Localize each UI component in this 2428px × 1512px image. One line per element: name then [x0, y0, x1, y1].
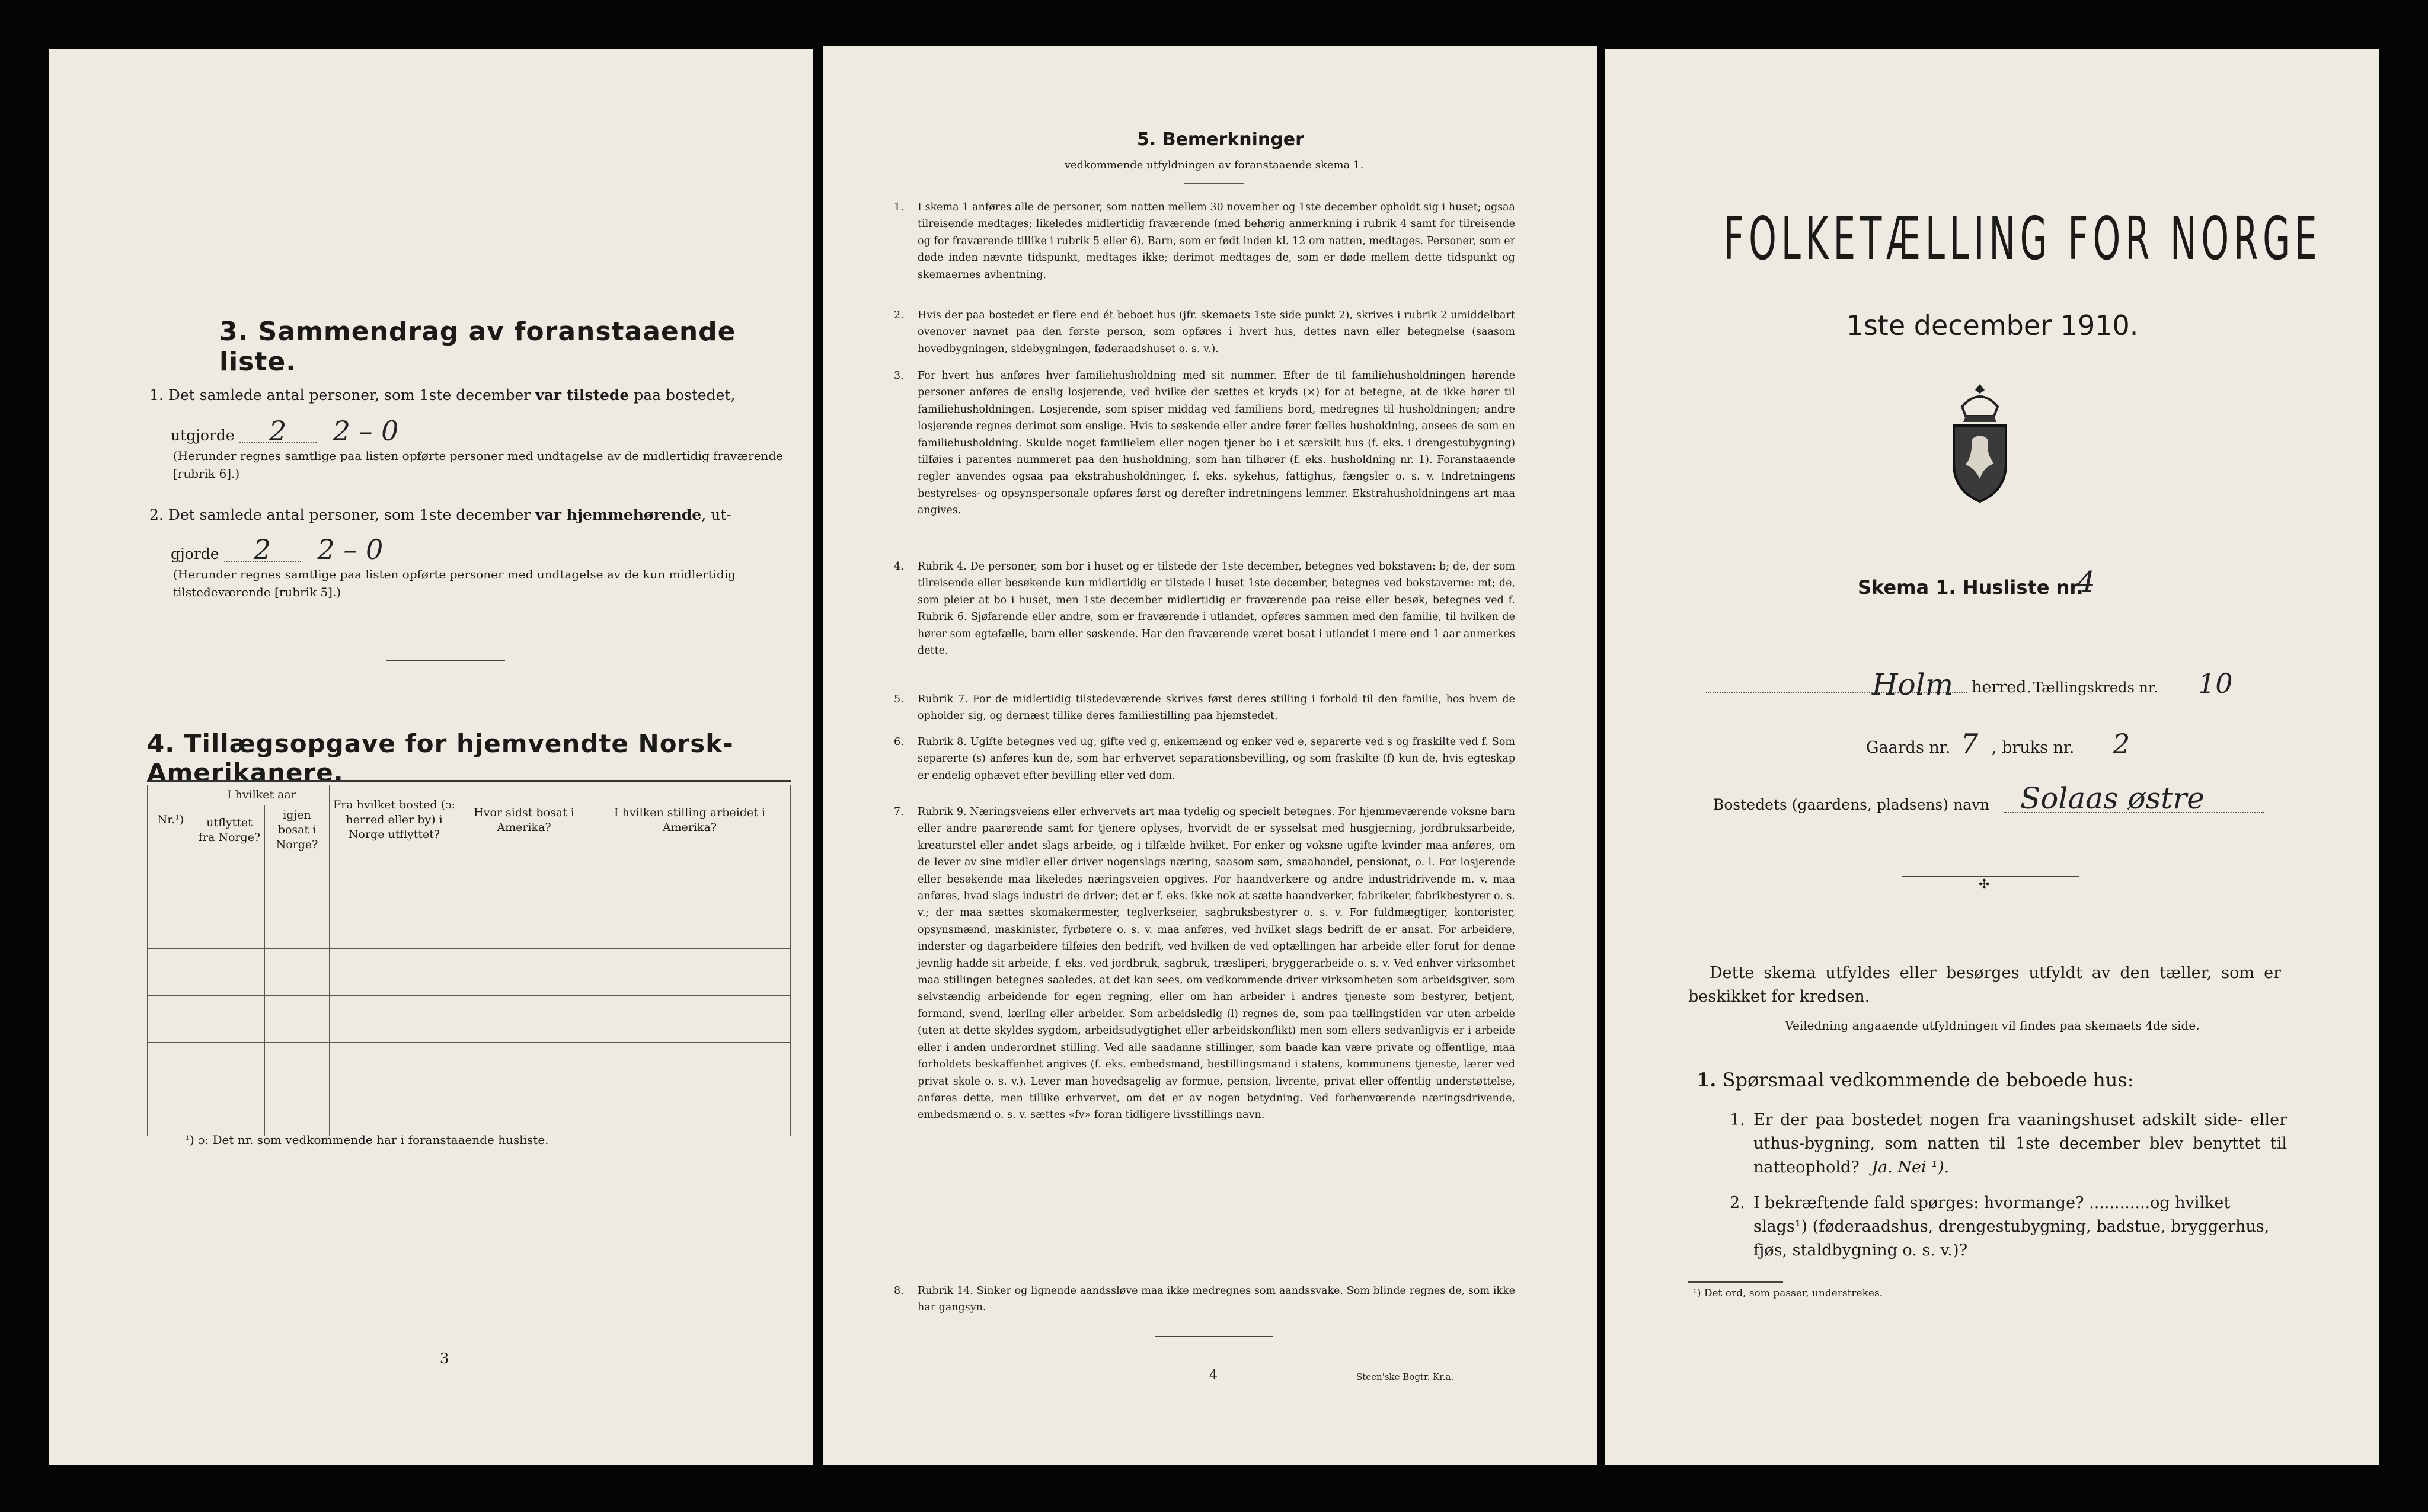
item1-utgjorde-line	[171, 415, 399, 447]
remark-item-2	[894, 307, 1515, 357]
question-1	[1753, 1108, 2287, 1179]
bosted-label: Bostedets (gaardens, pladsens) navn	[1713, 796, 1990, 813]
item2-value[interactable]: 2	[224, 538, 301, 562]
question-header	[1697, 1068, 2134, 1092]
table-cell[interactable]	[265, 1043, 330, 1089]
table-cell[interactable]	[589, 1089, 791, 1136]
col-nr: Nr.¹)	[148, 785, 194, 855]
table-top-rule	[147, 780, 791, 782]
table-row	[148, 1043, 791, 1089]
item2-note: (Herunder regnes samtlige paa listen opførte personer med undtagelse av de kun midlertidig tilstedeværende [rubrik 5].)	[173, 567, 736, 599]
remark-number: 1.	[894, 202, 904, 213]
table-cell[interactable]	[194, 1089, 265, 1136]
remark-text: Rubrik 4. De personer, som bor i huset og er tilstede der 1ste december, betegnes ved bokstaven: b; de, der som tilreisende eller besøkende kun midlertidig er tilstede i huset 1ste december, betegnes ved bokstaverne: mt; de, som pleier at bo i huset, men 1ste december midlertidig er fraværende paa reise eller besøk, betegnes ved f. Rubrik 6. Sjøfarende eller andre, som er fraværende i utlandet, opføres sammen med den familie, til hvilken de hører som egtefælle, barn eller søskende. Har den fraværende været bosat i utlandet i mere end 1 aar anmerkes dette.	[918, 561, 1515, 657]
table-cell[interactable]	[148, 1089, 194, 1136]
remark-text: I skema 1 anføres alle de personer, som natten mellem 30 november og 1ste december opholdt sig i huset; ogsaa tilreisende medtages; likeledes midlertidig fraværende (med behørig anmerkning i rubrik 4 samt for tilreisende og for fraværende tillike i rubrik 5 eller 6). Barn, som er født inden kl. 12 om natten, medtages. Personer, som er døde inden nævnte tidspunkt, medtages ikke; derimot medtages de, som er døde mellem dette tidspunkt og skemaernes avhentning.	[918, 202, 1515, 281]
table-row	[148, 949, 791, 996]
remark-text: Hvis der paa bostedet er flere end ét beboet hus (jfr. skemaets 1ste side punkt 2), skrives i rubrik 2 umiddelbart ovenover navnet paa den første person, som opføres i hvert hus, dettes navn eller betegnelse (saasom hovedbygningen, sidebygningen, føderaadshuset o. s. v.).	[918, 309, 1515, 355]
remark-text: Rubrik 7. For de midlertidig tilstedeværende skrives først deres stilling i forhold til den familie, hos hvem de opholder sig, og dernæst tillike deres familiestilling paa hjemstedet.	[918, 693, 1515, 723]
table-cell[interactable]	[459, 996, 589, 1043]
item2-text-b: , ut-	[701, 506, 731, 523]
table-cell[interactable]	[194, 949, 265, 996]
remark-number: 6.	[894, 736, 904, 748]
question-header-text: Spørsmaal vedkommende de beboede hus:	[1722, 1069, 2134, 1091]
page-middle	[823, 46, 1597, 1465]
col-stilling: I hvilken stilling arbeidet i Amerika?	[589, 785, 791, 855]
table-cell[interactable]	[194, 996, 265, 1043]
kreds-value[interactable]: 10	[2198, 667, 2233, 699]
divider	[386, 660, 505, 661]
bosted-value[interactable]: Solaas østre	[2020, 781, 2205, 816]
item1-text: 1. Det samlede antal personer, som 1ste december	[149, 386, 536, 404]
skema-label: Skema 1. Husliste nr.	[1858, 576, 2084, 599]
section3-item2	[149, 504, 796, 526]
table-cell[interactable]	[330, 902, 459, 949]
table-cell[interactable]	[265, 855, 330, 902]
norsk-amerikanere-table	[147, 785, 791, 1136]
remark-number: 4.	[894, 561, 904, 573]
section3-title: 3. Sammendrag av foranstaaende liste.	[219, 317, 736, 377]
table-cell[interactable]	[589, 949, 791, 996]
col-igjen: igjen bosat i Norge?	[265, 805, 330, 855]
right-footnote: ¹) Det ord, som passer, understrekes.	[1693, 1287, 1883, 1299]
remark-number: 3.	[894, 370, 904, 382]
remark-text: Rubrik 8. Ugifte betegnes ved ug, gifte ved g, enkemænd og enker ved e, separerte ved s og fraskilte ved f. Som separerte (s) anføres kun de, som har erhvervet separationsbevilling, og som fraskilte (f) kun de, hvis egteskap er endelig ophævet efter bevilling eller ved dom.	[918, 736, 1515, 782]
remark-number: 8.	[894, 1285, 904, 1297]
printer-mark: Steen'ske Bogtr. Kr.a.	[1356, 1372, 1454, 1382]
table-cell[interactable]	[589, 996, 791, 1043]
table-cell[interactable]	[265, 996, 330, 1043]
item1-value[interactable]: 2	[239, 420, 317, 443]
item1-text-b: paa bostedet,	[629, 386, 736, 404]
table-cell[interactable]	[589, 855, 791, 902]
item2-gjorde-line	[171, 533, 384, 565]
table-row	[148, 855, 791, 902]
page-number-middle: 4	[1209, 1368, 1218, 1383]
table-cell[interactable]	[265, 949, 330, 996]
info-text: Dette skema utfyldes eller besørges utfyldt av den tæller, som er beskikket for kredsen.	[1688, 964, 2281, 1006]
divider	[1155, 1335, 1273, 1337]
question-1-answer[interactable]: Ja. Nei ¹).	[1871, 1158, 1950, 1177]
item1-note: (Herunder regnes samtlige paa listen opførte personer med undtagelse av de midlertidig fraværende [rubrik 6].)	[173, 449, 784, 481]
remark-text: For hvert hus anføres hver familiehusholdning med sit nummer. Efter de til familiehusholdningen hørende personer anføres de enslig losjerende, ved hvilke der sættes et kryds (×) for at betegne, at de ikke hører til familiehusholdningen. Losjerende, som spiser middag ved familiens bord, medregnes til husholdningen; andre losjerende regnes derimot som enslige. Hvis to søskende eller andre fører fælles husholdning, ansees de som en familiehusholdning. Skulde noget familielem eller nogen tjener bo i et særskilt hus (f. eks. i drengestubygning) tilføies i parentes nummeret paa den husholdning, som han tilhører (f. eks. husholdning nr. 1). Foranstaaende regler anvendes ogsaa paa ekstrahusholdninger, f. eks. sykehus, fattighus, fængsler o. s. v. Indretningens bestyrelses- og opsynspersonale opføres først og derefter indretningens lemmer. Ekstrahusholdningens art maa angives.	[918, 370, 1515, 517]
divider	[1184, 183, 1244, 184]
remark-text: Rubrik 14. Sinker og lignende aandssløve maa ikke medregnes som aandssvake. Som blinde regnes de, som ikke har gangsyn.	[918, 1285, 1515, 1314]
table-cell[interactable]	[330, 1043, 459, 1089]
question-1-text: Er der paa bostedet nogen fra vaaningshuset adskilt side- eller uthus-bygning, som natten til 1ste december blev benyttet til natteophold?	[1753, 1111, 2287, 1177]
remark-number: 7.	[894, 806, 904, 818]
table-cell[interactable]	[194, 1043, 265, 1089]
table-cell[interactable]	[148, 855, 194, 902]
col-sidst: Hvor sidst bosat i Amerika?	[459, 785, 589, 855]
remark-item-8	[894, 1283, 1515, 1316]
table-row	[148, 902, 791, 949]
remarks-title: 5. Bemerkninger	[1137, 129, 1304, 150]
gaards-label: Gaards nr.	[1866, 739, 1951, 757]
divider	[1902, 876, 2079, 877]
table-cell[interactable]	[459, 1089, 589, 1136]
table-cell[interactable]	[330, 1089, 459, 1136]
bruks-label: , bruks nr.	[1992, 739, 2075, 757]
table-cell[interactable]	[459, 1043, 589, 1089]
remark-item-7	[894, 804, 1515, 1124]
herred-label: herred.	[1972, 678, 2032, 696]
table-cell[interactable]	[148, 1043, 194, 1089]
item2-value2: 2 – 0	[317, 533, 384, 565]
item1-value2: 2 – 0	[333, 415, 399, 447]
table-cell[interactable]	[194, 855, 265, 902]
remark-number: 5.	[894, 693, 904, 705]
table-cell[interactable]	[330, 855, 459, 902]
census-date: 1ste december 1910.	[1846, 309, 2139, 341]
table-row	[148, 996, 791, 1043]
table-cell[interactable]	[148, 949, 194, 996]
question-header-num: 1.	[1697, 1069, 1717, 1091]
table-cell[interactable]	[265, 902, 330, 949]
table-row	[148, 1089, 791, 1136]
page-right	[1605, 49, 2379, 1465]
table-cell[interactable]	[148, 996, 194, 1043]
item2-text: 2. Det samlede antal personer, som 1ste december	[149, 506, 536, 523]
gjorde-label: gjorde	[171, 545, 219, 562]
table-cell[interactable]	[589, 902, 791, 949]
herred-value[interactable]: Holm	[1872, 667, 1954, 702]
remark-number: 2.	[894, 309, 904, 321]
table-cell[interactable]	[148, 902, 194, 949]
col-group: I hvilket aar	[194, 785, 330, 805]
info-small: Veiledning angaaende utfyldningen vil findes paa skemaets 4de side.	[1785, 1018, 2200, 1032]
utgjorde-label: utgjorde	[171, 427, 235, 444]
page-left	[49, 49, 813, 1465]
remarks-subtitle: vedkommende utfyldningen av foranstaaende skema 1.	[1064, 159, 1364, 171]
item1-bold: var tilstede	[535, 386, 630, 404]
census-title: FOLKETÆLLING FOR NORGE	[1724, 204, 2322, 273]
question-2: I bekræftende fald spørges: hvormange? ............og hvilket slags¹) (føderaadshus, drengestubygning, badstue, bryggerhus, fjøs, staldbygning o. s. v.)?	[1753, 1194, 2270, 1260]
remark-item-4	[894, 558, 1515, 659]
page-number-left: 3	[440, 1350, 449, 1367]
table-cell[interactable]	[265, 1089, 330, 1136]
gaards-value[interactable]: 7	[1961, 728, 1979, 760]
remark-item-6	[894, 734, 1515, 784]
section4-footnote: ¹) ɔ: Det nr. som vedkommende har i foranstaaende husliste.	[185, 1133, 549, 1147]
table-cell[interactable]	[194, 902, 265, 949]
item2-bold: var hjemmehørende	[535, 506, 702, 523]
remark-text: Rubrik 9. Næringsveiens eller erhvervets art maa tydelig og specielt betegnes. For hjemmeværende voksne barn eller andre paarørende samt for tjenere oplyses, hvorvidt de er sysselsat med husgjerning, jordbruksarbeide, kreaturstel eller andet slags arbeide, og i tilfælde hvilket. For enker og voksne ugifte kvinder maa anføres, om de lever av sine midler eller driver nogenslags næring, saasom søm, smaahandel, pensionat, o. l. For losjerende eller besøkende maa likeledes næringsveien opgives. For haandverkere og andre industridrivende m. v. maa anføres, hvad slags industri de driver; det er f. eks. ikke nok at sætte haandverker, fabrikeier, fabrikbestyrer o. s. v.; der maa sættes skomakermester, teglverkseier, sagbruksbestyrer o. s. v. For fuldmægtiger, kontorister, opsynsmænd, maskinister, fyrbøtere o. s. v. maa anføres, ved hvilket slags bedrift de er ansat. For arbeidere, inderster og dagarbeidere tilføies den bedrift, ved hvilken de ved optællingen har arbeide eller forut for denne jevnlig hadde sit arbeide, f. eks. ved jordbruk, sagbruk, træsliperi, bryggerarbeide o. s. v. Ved enhver virksomhet maa stillingen betegnes saaledes, at det kan sees, om vedkommende driver virksomheten som arbeidsgiver, som selvstændig arbeidende for egen regning, eller om han arbeider i andres tjeneste som bestyrer, betjent, formand, svend, lærling eller arbeider. Som arbeidsledig (l) regnes de, som paa tællingstiden var uten arbeide (uten at dette skyldes sygdom, arbeidsudygtighet eller arbeidskonflikt) men som ellers sedvanligvis er i arbeide eller i anden underordnet stilling. Ved alle saadanne stillinger, som baade kan være private og offentlige, maa forholdets beskaffenhet angives (f. eks. embedsmand, bestillingsmand i statens, kommunens tjeneste, lærer ved privat skole o. s. v.). Lever man hovedsagelig av formue, pension, livrente, privat eller offentlig understøttelse, anføres dette, men tillike erhvervet, om det er av nogen betydning. Ved forhenværende næringsdrivende, embedsmænd o. s. v. sættes «fv» foran tidligere livsstillings navn.	[918, 806, 1515, 1121]
divider	[1688, 1281, 1783, 1283]
table-cell[interactable]	[459, 949, 589, 996]
section3-item1	[149, 384, 796, 407]
table-cell[interactable]	[589, 1043, 791, 1089]
bruks-value[interactable]: 2	[2113, 728, 2130, 760]
husliste-nr-value[interactable]: 4	[2077, 565, 2095, 599]
question-1-num: 1.	[1730, 1111, 1745, 1129]
table-cell[interactable]	[459, 902, 589, 949]
question-2-num: 2.	[1730, 1194, 1745, 1212]
table-cell[interactable]	[330, 996, 459, 1043]
kreds-label: Tællingskreds nr.	[2033, 679, 2158, 696]
col-utflyttet: utflyttet fra Norge?	[194, 805, 265, 855]
remark-item-1	[894, 199, 1515, 283]
table-cell[interactable]	[330, 949, 459, 996]
col-herred: Fra hvilket bosted (ɔ: herred eller by) i Norge utflyttet?	[330, 785, 459, 855]
remark-item-3	[894, 367, 1515, 519]
section4-title: 4. Tillægsopgave for hjemvendte Norsk-Amerikanere.	[147, 729, 734, 787]
table-cell[interactable]	[459, 855, 589, 902]
coat-of-arms-icon	[1944, 381, 2015, 505]
remark-item-5	[894, 691, 1515, 725]
ornament-icon: ✣	[1979, 877, 1990, 892]
